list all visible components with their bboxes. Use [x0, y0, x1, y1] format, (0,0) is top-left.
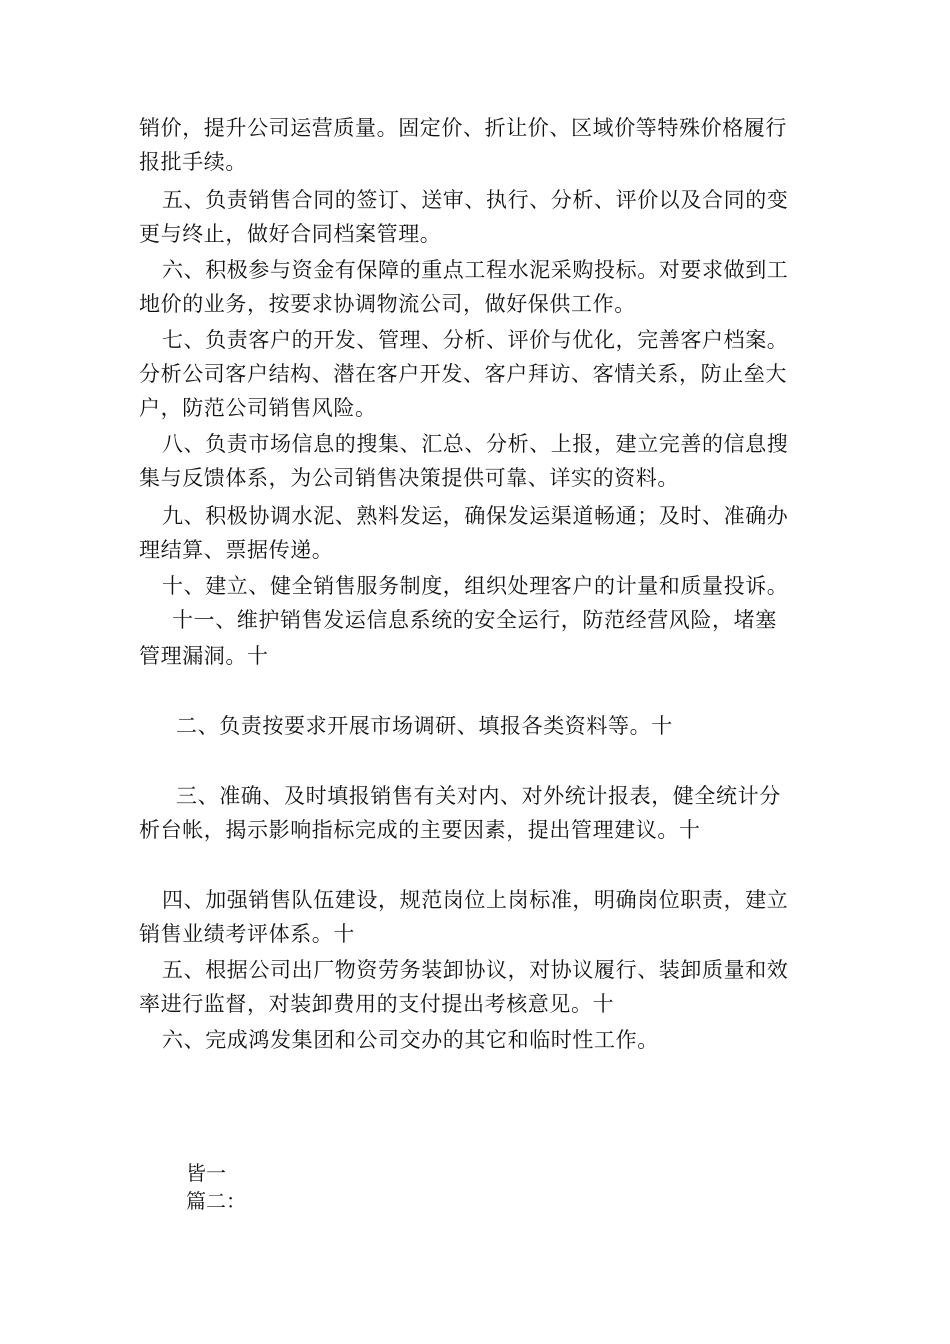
text-line: 四、加强销售队伍建设，规范岗位上岗标准，明确岗位职责，建立: [162, 888, 789, 912]
text-line: 十、建立、健全销售服务制度，组织处理客户的计量和质量投诉。: [162, 574, 789, 598]
text-line: 十一、维护销售发运信息系统的安全运行，防范经营风险，堵塞: [172, 608, 777, 632]
text-line: 八、负责市场信息的搜集、汇总、分析、上报，建立完善的信息搜: [162, 432, 789, 456]
text-line: 户，防范公司销售风险。: [139, 396, 377, 420]
text-line: 五、负责销售合同的签订、送审、执行、分析、评价以及合同的变: [162, 188, 789, 212]
text-line: 率进行监督，对装卸费用的支付提出考核意见。十: [139, 992, 615, 1016]
text-line: 六、积极参与资金有保障的重点工程水泥采购投标。对要求做到工: [162, 258, 789, 282]
text-line: 七、负责客户的开发、管理、分析、评价与优化，完善客户档案。: [162, 328, 789, 352]
footer-text-line: 篇二：: [186, 1189, 246, 1213]
text-line: 理结算、票据传递。: [139, 538, 334, 562]
text-line: 九、积极协调水泥、熟料发运，确保发运渠道畅通；及时、准确办: [162, 504, 789, 528]
text-line: 析台帐，揭示影响指标完成的主要因素，提出管理建议。十: [139, 818, 701, 842]
text-line: 销售业绩考评体系。十: [139, 922, 355, 946]
text-line: 三、准确、及时填报销售有关对内、对外统计报表，健全统计分: [176, 784, 781, 808]
text-line: 销价，提升公司运营质量。固定价、折让价、区域价等特殊价格履行: [139, 116, 787, 140]
text-line: 报批手续。: [139, 150, 247, 174]
footer-text-line: 皆一: [186, 1161, 226, 1185]
text-line: 地价的业务，按要求协调物流公司，做好保供工作。: [139, 292, 636, 316]
text-line: 二、负责按要求开展市场调研、填报各类资料等。十: [176, 714, 673, 738]
text-line: 五、根据公司出厂物资劳务装卸协议，对协议履行、装卸质量和效: [162, 958, 789, 982]
text-line: 分析公司客户结构、潜在客户开发、客户拜访、客情关系，防止垒大: [139, 362, 787, 386]
text-line: 更与终止，做好合同档案管理。: [139, 222, 442, 246]
text-line: 六、完成鸿发集团和公司交办的其它和临时性工作。: [162, 1028, 659, 1052]
text-line: 集与反馈体系，为公司销售决策提供可靠、详实的资料。: [139, 466, 679, 490]
text-line: 管理漏洞。十: [139, 644, 269, 668]
